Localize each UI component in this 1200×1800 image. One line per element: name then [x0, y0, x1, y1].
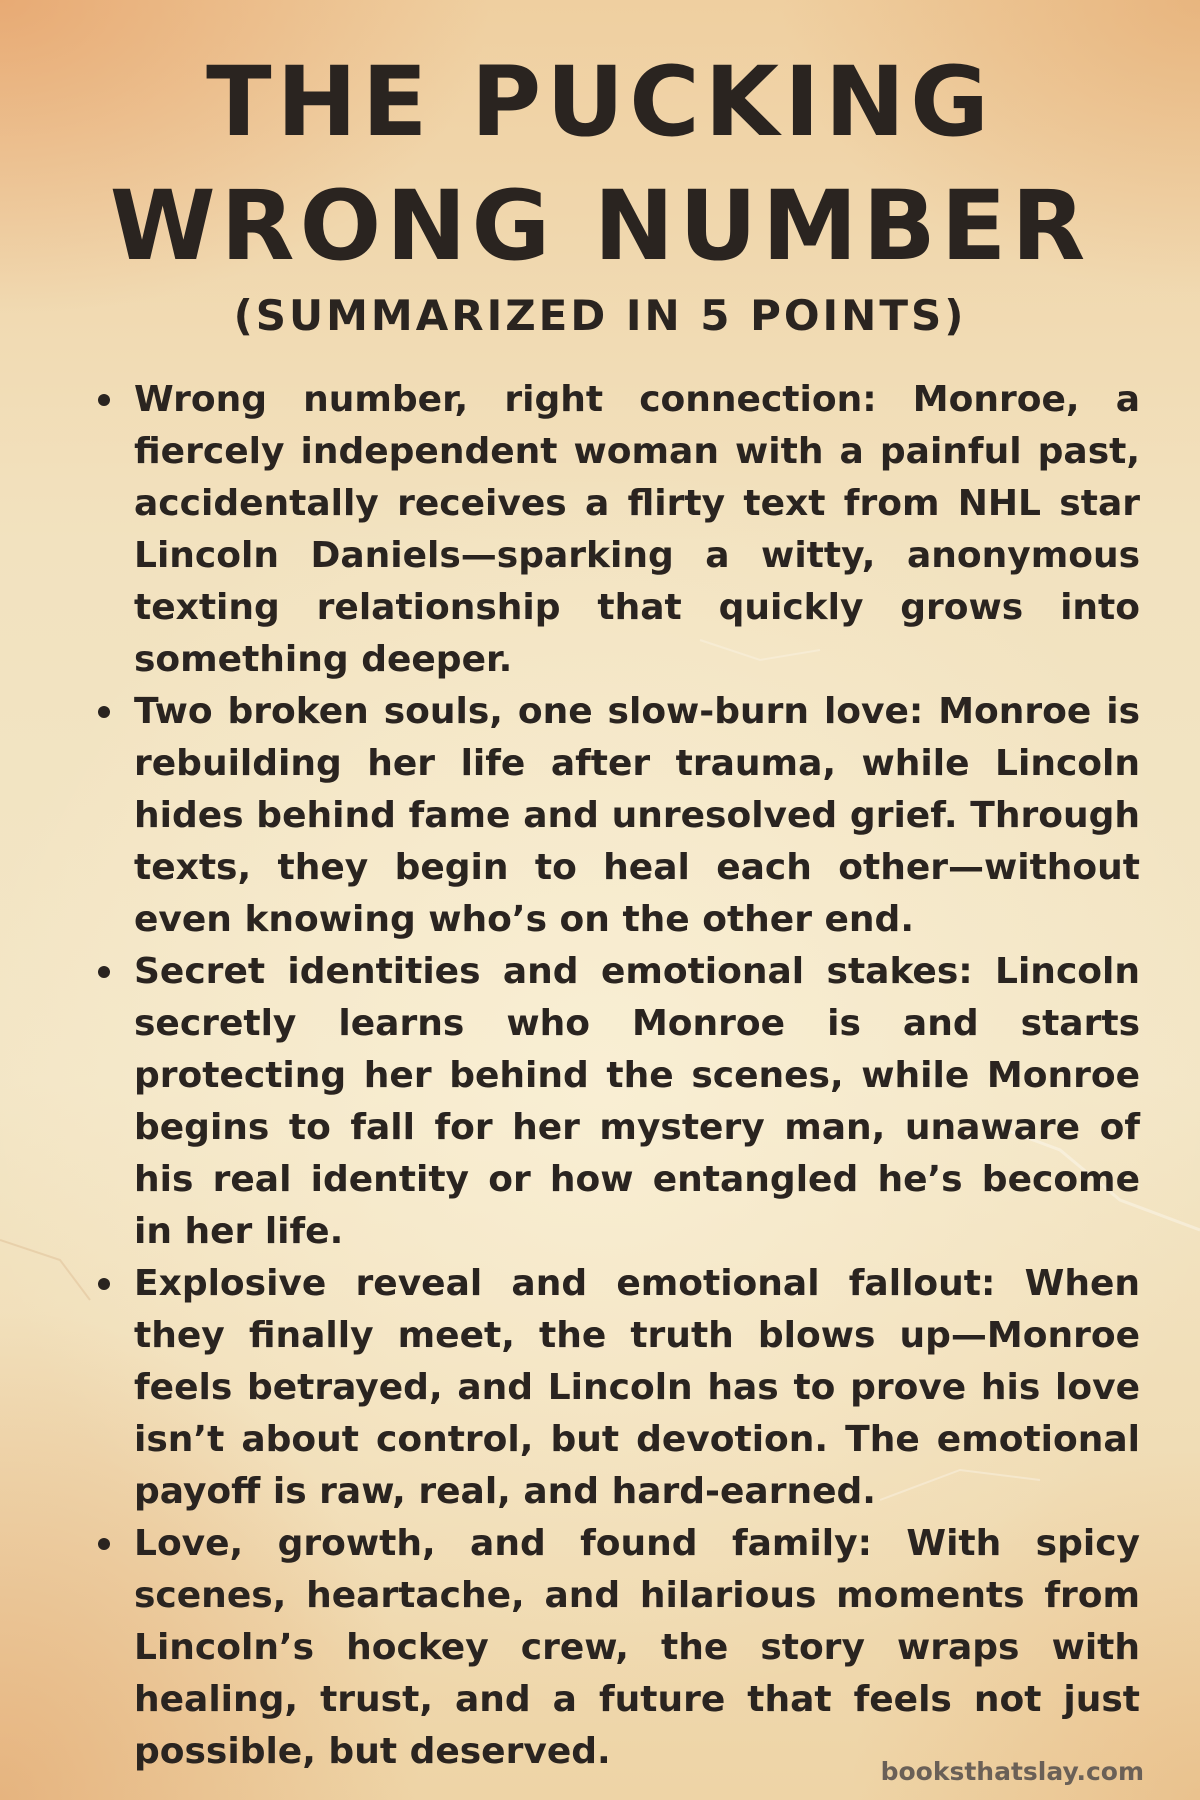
point-heading: Explosive reveal and emotional fallout:: [134, 1263, 996, 1304]
bullet-icon: [98, 706, 110, 718]
point-heading: Wrong number, right connection:: [134, 379, 877, 420]
bullet-icon: [98, 966, 110, 978]
summary-point-4: [90, 1258, 1140, 1518]
point-heading: Love, growth, and found family:: [134, 1523, 872, 1564]
bullet-icon: [98, 1538, 110, 1550]
summary-point-5: [90, 1518, 1140, 1778]
point-body: Lincoln secretly learns who Monroe is and starts protecting her behind the scenes, while Monroe begins to fall for her mystery man, unaware of his real identity or how entangled he’s become in her life.: [134, 951, 1140, 1252]
subtitle: (SUMMARIZED IN 5 POINTS): [233, 291, 967, 340]
summary-point-2: [90, 686, 1140, 946]
bullet-icon: [98, 1278, 110, 1290]
point-heading: Two broken souls, one slow-burn love:: [134, 691, 924, 732]
title-line-1: THE PUCKING: [206, 46, 994, 158]
summary-point-3: [90, 946, 1140, 1258]
summary-list: [90, 374, 1140, 1778]
point-body: With spicy scenes, heartache, and hilarious moments from Lincoln’s hockey crew, the story wraps with healing, trust, and a future that feels not just possible, but deserved.: [134, 1523, 1141, 1772]
point-heading: Secret identities and emotional stakes:: [134, 951, 973, 992]
point-body: Monroe, a fiercely independent woman with a painful past, accidentally receives a flirty text from NHL star Lincoln Daniels—sparking a witty, anonymous texting relationship that quickly grows into something deeper.: [134, 379, 1140, 680]
point-body: Monroe is rebuilding her life after trauma, while Lincoln hides behind fame and unresolved grief. Through texts, they begin to heal each other—without even knowing who’s on the other end.: [134, 691, 1140, 940]
bullet-icon: [98, 394, 110, 406]
header: [0, 40, 1200, 344]
point-body: When they finally meet, the truth blows up—Monroe feels betrayed, and Lincoln has to prove his love isn’t about control, but devotion. The emotional payoff is raw, real, and hard-earned.: [134, 1263, 1140, 1512]
title-line-2: WRONG NUMBER: [109, 170, 1091, 282]
site-credit: booksthatslay.com: [880, 1757, 1144, 1786]
summary-point-1: [90, 374, 1140, 686]
